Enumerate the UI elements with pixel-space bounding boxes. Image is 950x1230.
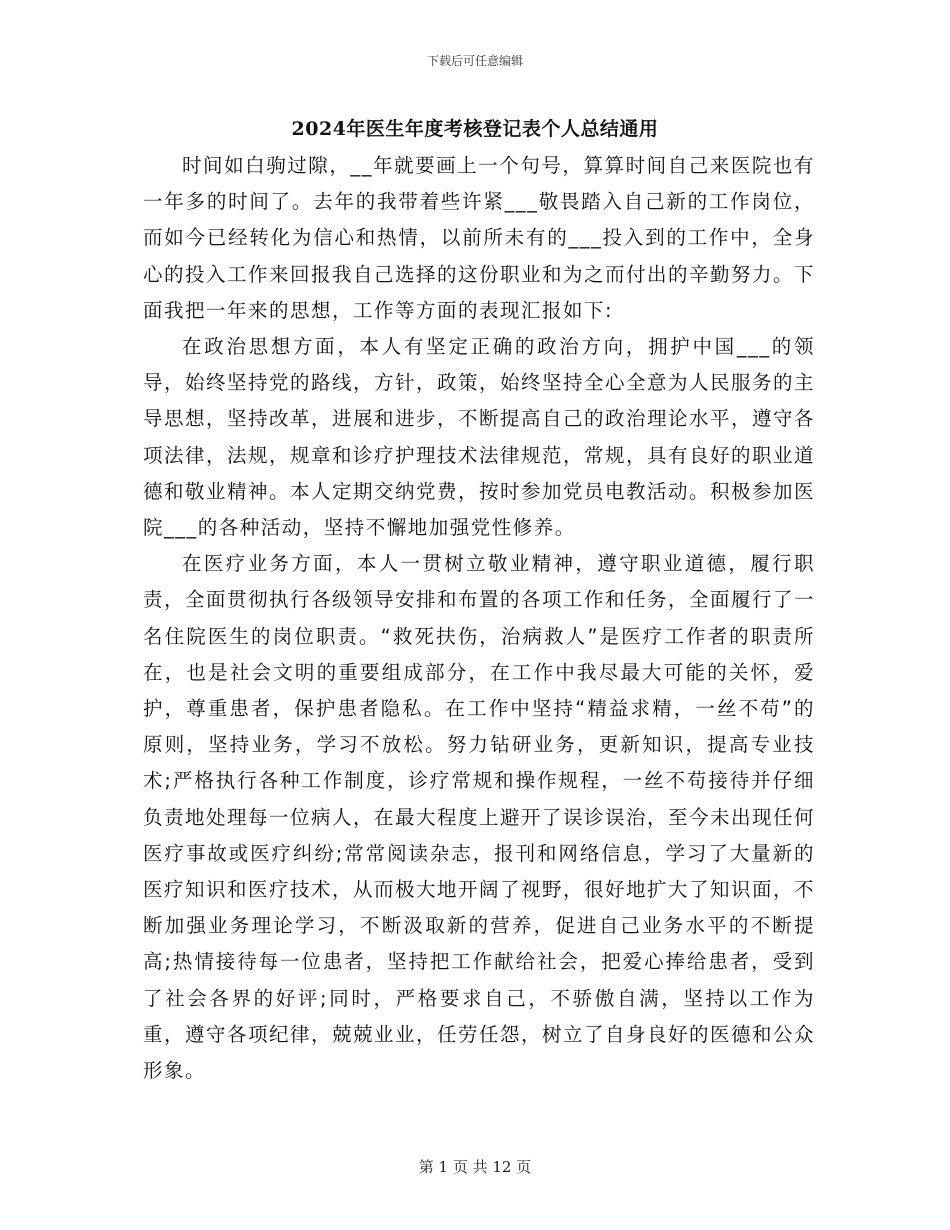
paragraph-medical: 在医疗业务方面，本人一贯树立敬业精神，遵守职业道德，履行职责，全面贯彻执行各级领导安排和布置的各项工作和任务，全面履行了一名住院医生的岗位职责。“救死扶伤，治病救人”是医疗工作者的职责所在，也是社会文明的重要组成部分，在工作中我尽最大可能的关怀，爱护，尊重患者，保护患者隐私。在工作中坚持“精益求精，一丝不苟”的原则，坚持业务，学习不放松。努力钻研业务，更新知识，提高专业技术;严格执行各种工作制度，诊疗常规和操作规程，一丝不苟接待并仔细负责地处理每一位病人，在最大程度上避开了误诊误治，至今未出现任何医疗事故或医疗纠纷;常常阅读杂志，报刊和网络信息，学习了大量新的医疗知识和医疗技术，从而极大地开阔了视野，很好地扩大了知识面，不断加强业务理论学习，不断汲取新的营养，促进自己业务水平的不断提高;热情接待每一位患者，坚持把工作献给社会，把爱心捧给患者，受到了社会各界的好评;同时，严格要求自己，不骄傲自满，坚持以工作为重，遵守各项纪律，兢兢业业，任劳任怨，树立了自身良好的医德和公众形象。 — [143, 552, 816, 1083]
document-body — [143, 148, 815, 1089]
page-header-note: 下载后可任意编辑 — [426, 54, 523, 68]
page-number: 第 1 页 共 12 页 — [418, 1158, 532, 1176]
paragraph-political: 在政治思想方面，本人有坚定正确的政治方向，拥护中国___的领导，始终坚持党的路线，方针，政策，始终坚持全心全意为人民服务的主导思想，坚持改革，进展和进步，不断提高自己的政治理论水平，遵守各项法律，法规，规章和诊疗护理技术法律规范，常规，具有良好的职业道德和敬业精神。本人定期交纳党费，按时参加党员电教活动。积极参加医院___的各种活动，坚持不懈地加强党性修养。 — [143, 335, 816, 540]
document-title: 2024年医生年度考核登记表个人总结通用 — [291, 118, 659, 140]
paragraph-intro: 时间如白驹过隙，__年就要画上一个句号，算算时间自己来医院也有一年多的时间了。去年的我带着些许紧___敬畏踏入自己新的工作岗位，而如今已经转化为信心和热情，以前所未有的___投入到的工作中，全身心的投入工作来回报我自己选择的这份职业和为之而付出的辛勤努力。下面我把一年来的思想，工作等方面的表现汇报如下: — [143, 154, 816, 322]
